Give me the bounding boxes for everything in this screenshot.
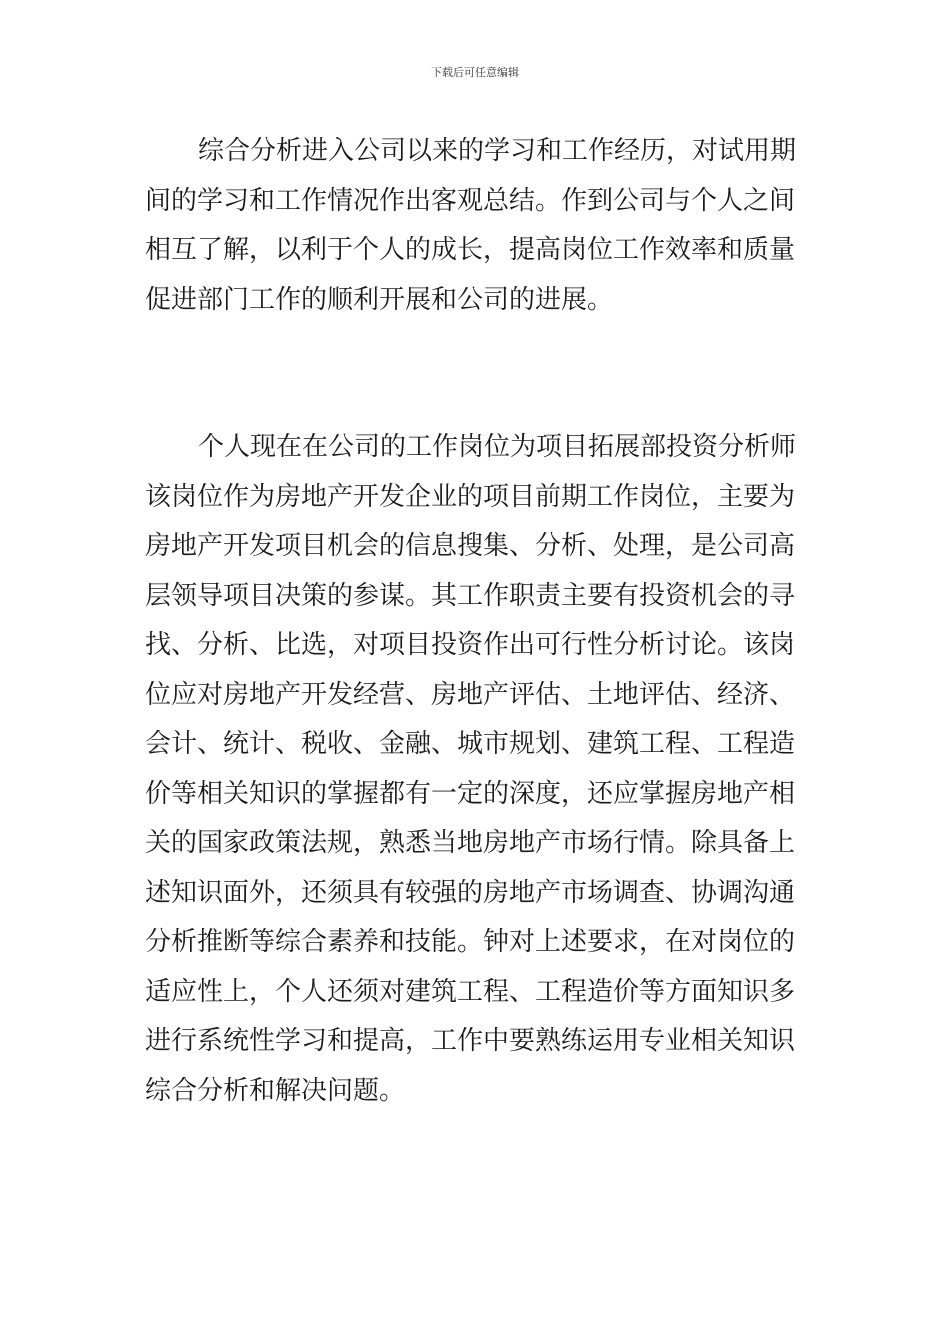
paragraph-line: 房地产开发项目机会的信息搜集、分析、处理，是公司高 bbox=[145, 531, 796, 561]
paragraph-line: 个人现在在公司的工作岗位为项目拓展部投资分析师 bbox=[198, 432, 797, 462]
page-header: 下载后可任意编辑 bbox=[431, 66, 519, 79]
paragraph-line: 促进部门工作的顺利开展和公司的进展。 bbox=[145, 284, 614, 315]
paragraph-line: 间的学习和工作情况作出客观总结。作到公司与个人之间 bbox=[145, 185, 796, 216]
paragraph-line: 关的国家政策法规，熟悉当地房地产市场行情。除具备上 bbox=[145, 828, 796, 858]
paragraph-line: 综合分析进入公司以来的学习和工作经历，对试用期 bbox=[198, 136, 797, 166]
paragraph-line: 找、分析、比选，对项目投资作出可行性分析讨论。该岗 bbox=[145, 630, 796, 660]
paragraph-line: 述知识面外，还须具有较强的房地产市场调查、协调沟通 bbox=[145, 877, 796, 908]
paragraph-line: 位应对房地产开发经营、房地产评估、土地评估、经济、 bbox=[145, 679, 796, 710]
paragraph-work-summary bbox=[145, 127, 813, 325]
paragraph-job-position bbox=[145, 423, 813, 1116]
paragraph-line: 适应性上，个人还须对建筑工程、工程造价等方面知识多 bbox=[145, 976, 796, 1007]
paragraph-line: 分析推断等综合素养和技能。钟对上述要求，在对岗位的 bbox=[145, 927, 796, 957]
paragraph-line: 层领导项目决策的参谋。其工作职责主要有投资机会的寻 bbox=[145, 580, 796, 611]
paragraph-line: 该岗位作为房地产开发企业的项目前期工作岗位，主要为 bbox=[145, 481, 796, 512]
paragraph-line: 进行系统性学习和提高，工作中要熟练运用专业相关知识 bbox=[145, 1026, 796, 1056]
paragraph-line: 相互了解，以利于个人的成长，提高岗位工作效率和质量 bbox=[145, 235, 796, 265]
paragraph-line: 综合分析和解决问题。 bbox=[145, 1075, 406, 1106]
paragraph-line: 会计、统计、税收、金融、城市规划、建筑工程、工程造 bbox=[145, 729, 796, 759]
paragraph-line: 价等相关知识的掌握都有一定的深度，还应掌握房地产相 bbox=[145, 778, 796, 809]
